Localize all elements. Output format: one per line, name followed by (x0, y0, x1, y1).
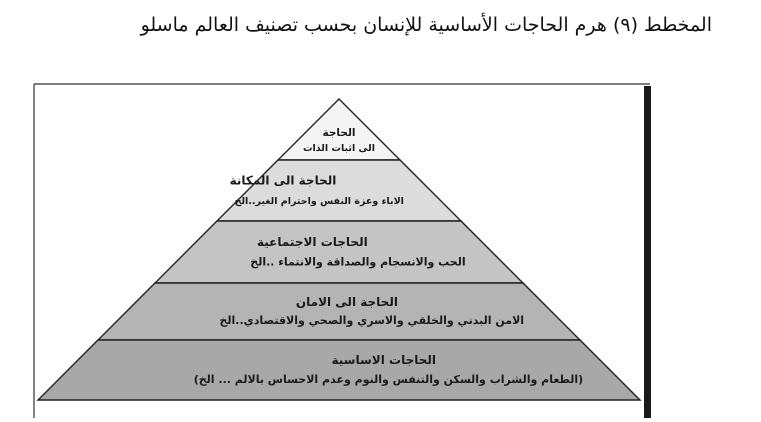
pyramid-level-2-title: الحاجة الى المكانة (229, 173, 337, 188)
frame-right-shadow (644, 86, 651, 418)
pyramid-level-5 (38, 340, 640, 400)
pyramid-level-4-title: الحاجة الى الامان (295, 294, 398, 309)
pyramid-level-3 (155, 221, 523, 283)
pyramid-level-3-title: الحاجات الاجتماعية (257, 234, 368, 249)
pyramid (38, 99, 640, 400)
pyramid-level-1-title: الحاجة (322, 127, 356, 139)
pyramid-level-5-title: الحاجات الاساسية (331, 353, 436, 367)
pyramid-level-4 (98, 283, 580, 340)
pyramid-level-2-description: الاباء وعزة النفس واحترام الغير..الخ (234, 195, 404, 207)
figure-caption: المخطط (٩) هرم الحاجات الأساسية للإنسان بحسب تصنيف العالم ماسلو (140, 14, 712, 36)
pyramid-level-1-description: الى اثبات الذات (303, 143, 375, 154)
pyramid-level-3-description: الحب والانسجام والصداقة والانتماء ..الخ (250, 255, 466, 269)
pyramid-level-2 (217, 160, 461, 221)
pyramid-level-4-description: الامن البدني والخلقي والاسري والصحي والاقتصادي..الخ (219, 314, 525, 328)
pyramid-level-5-description: (الطعام والشراب والسكن والتنفس والنوم وعدم الاحساس بالالم ... الخ) (193, 373, 584, 387)
